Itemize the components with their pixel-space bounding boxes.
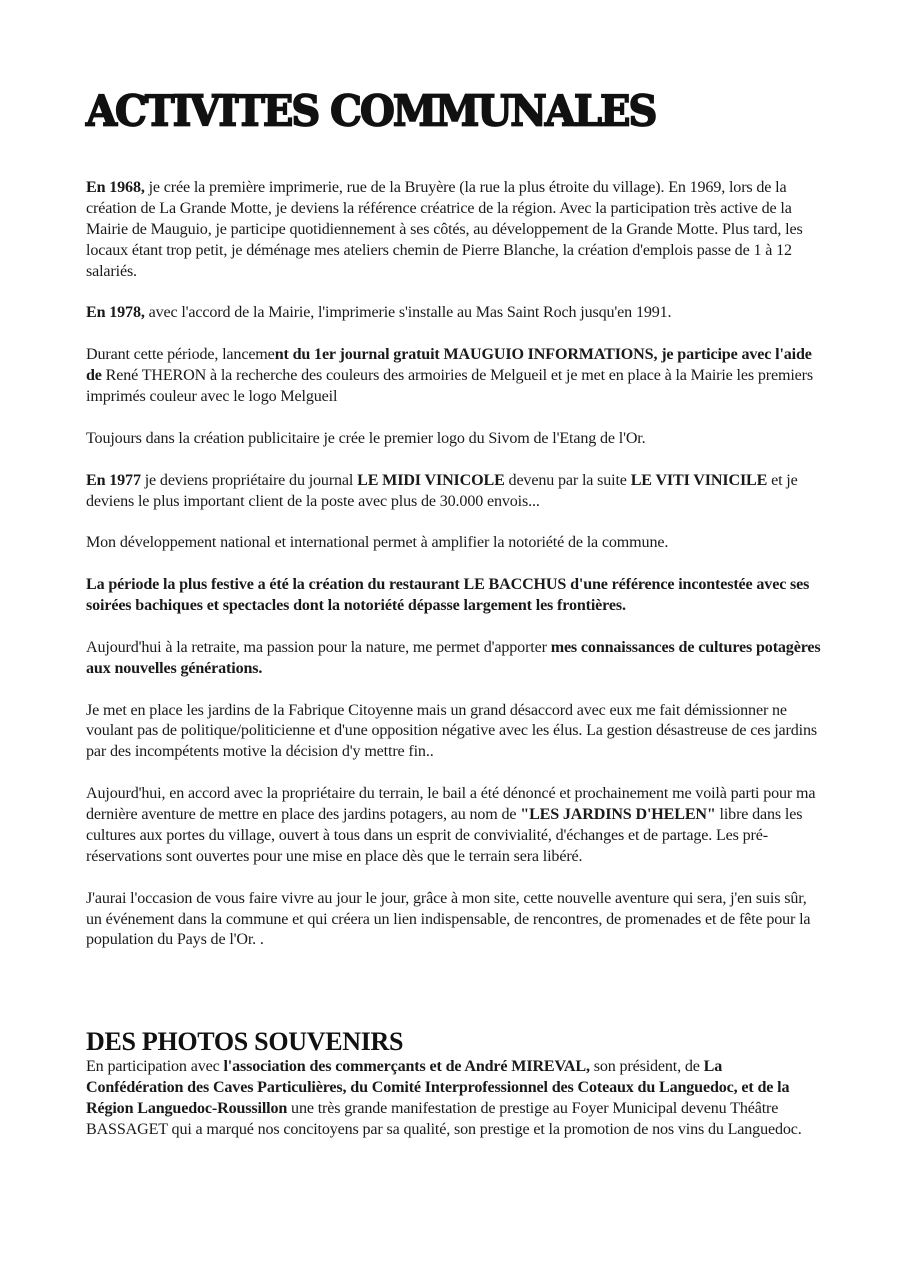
section-paragraph	[86, 1057, 821, 1141]
bold-text: nt du 1er journal gratuit MAUGUIO INFORMATIONS, je participe avec l'aide de	[86, 346, 812, 385]
bold-text: "LES JARDINS D'HELEN"	[520, 806, 716, 824]
bold-text: En 1968,	[86, 179, 145, 196]
bold-text: l'association des commerçants et de André MIREVAL,	[223, 1058, 590, 1075]
text: René THERON à la recherche des couleurs des armoiries de Melgueil et je met en place à la Mairie les premiers imprimés couleur avec le logo Melgueil	[86, 367, 813, 406]
paragraph-sivom-logo	[86, 429, 821, 450]
text: une très grande manifestation de prestige au Foyer Municipal devenu Théâtre BASSAGET qui a marqué nos concitoyens par sa qualité, son prestige et la promotion de nos vins du Languedoc.	[86, 1099, 802, 1138]
bold-text: La période la plus festive a été la création du restaurant LE BACCHUS d'une référence incontestée avec ses soirées bachiques et spectacles dont la notoriété dépasse largement les frontières.	[86, 576, 810, 615]
bold-text: LE VITI VINICILE	[630, 471, 768, 489]
text: Je met en place les jardins de la Fabrique Citoyenne mais un grand désaccord avec eux me fait démissionner ne voulant pas de politique/politicienne et d'une opposition négative avec les élus. La gestion désastreuse de ces jardins par des incompétents motive la décision d'y mettre fin..	[86, 701, 817, 761]
paragraph-bacchus	[86, 575, 821, 617]
text: devenu par la suite	[504, 471, 631, 489]
text: et je deviens le plus important client de la poste avec plus de 30.000 envois...	[86, 471, 798, 510]
text: je deviens propriétaire du journal	[140, 471, 358, 489]
text: J'aurai l'occasion de vous faire vivre au jour le jour, grâce à mon site, cette nouvelle aventure qui sera, j'en suis sûr, un événement dans la commune et qui créera un lien indispensable, de rencontres, de promenades et de fête pour la population du Pays de l'Or. .	[86, 889, 811, 949]
page-title: ACTIVITES COMMUNALES	[86, 86, 656, 137]
text: Toujours dans la création publicitaire je crée le premier logo du Sivom de l'Etang de l'Or.	[86, 429, 646, 447]
text: son président, de	[589, 1058, 704, 1075]
paragraph-fabrique-citoyenne	[86, 701, 821, 764]
bold-text: En 1978,	[86, 304, 145, 322]
paragraph-jardins-helen	[86, 784, 821, 868]
paragraph-1968	[86, 178, 821, 283]
bold-text: LE MIDI VINICOLE	[357, 471, 505, 489]
text: Aujourd'hui à la retraite, ma passion pour la nature, me permet d'apporter	[86, 638, 551, 656]
paragraph-retraite	[86, 638, 821, 680]
text: je crée la première imprimerie, rue de la Bruyère (la rue la plus étroite du village). En 1969, lors de la création de La Grande Motte, je deviens la référence créatrice de la région. Avec la participation très active de la Mairie de Mauguio, je participe quotidiennement à ses côtés, au développement de la Grande Motte. Plus tard, les locaux étant trop petit, je déménage mes ateliers chemin de Pierre Blanche, la création d'emplois passe de 1 à 12 salariés.	[86, 179, 803, 280]
text: En participation avec	[86, 1058, 224, 1075]
text: avec l'accord de la Mairie, l'imprimerie s'installe au Mas Saint Roch jusqu'en 1991.	[144, 304, 672, 322]
text: libre dans les cultures aux portes du village, ouvert à tous dans un esprit de convivialité, d'échanges et de partage. Les pré-réservations sont ouvertes pour une mise en place dès que le terrain sera libéré.	[86, 806, 803, 865]
bold-text: mes connaissances de cultures potagères aux nouvelles générations.	[86, 638, 821, 677]
paragraph-site	[86, 889, 821, 952]
bold-text: La Confédération des Caves Particulières, du Comité Interprofessionnel des Coteaux du Languedoc, et de la Région Languedoc-Roussillon	[86, 1058, 790, 1117]
paragraph-1977	[86, 471, 821, 513]
section-title: DES PHOTOS SOUVENIRS	[86, 1027, 404, 1056]
paragraph-mauguio-informations	[86, 345, 821, 408]
paragraph-developpement	[86, 533, 821, 554]
text: Durant cette période, lanceme	[86, 346, 275, 364]
paragraph-1978	[86, 303, 821, 324]
bold-text: En 1977	[86, 471, 141, 489]
text: Aujourd'hui, en accord avec la propriétaire du terrain, le bail a été dénoncé et prochainement me voilà parti pour ma dernière aventure de mettre en place des jardins potagers, au nom de	[86, 785, 816, 824]
body-text	[86, 178, 821, 972]
text: Mon développement national et international permet à amplifier la notoriété de la commune.	[86, 534, 669, 552]
